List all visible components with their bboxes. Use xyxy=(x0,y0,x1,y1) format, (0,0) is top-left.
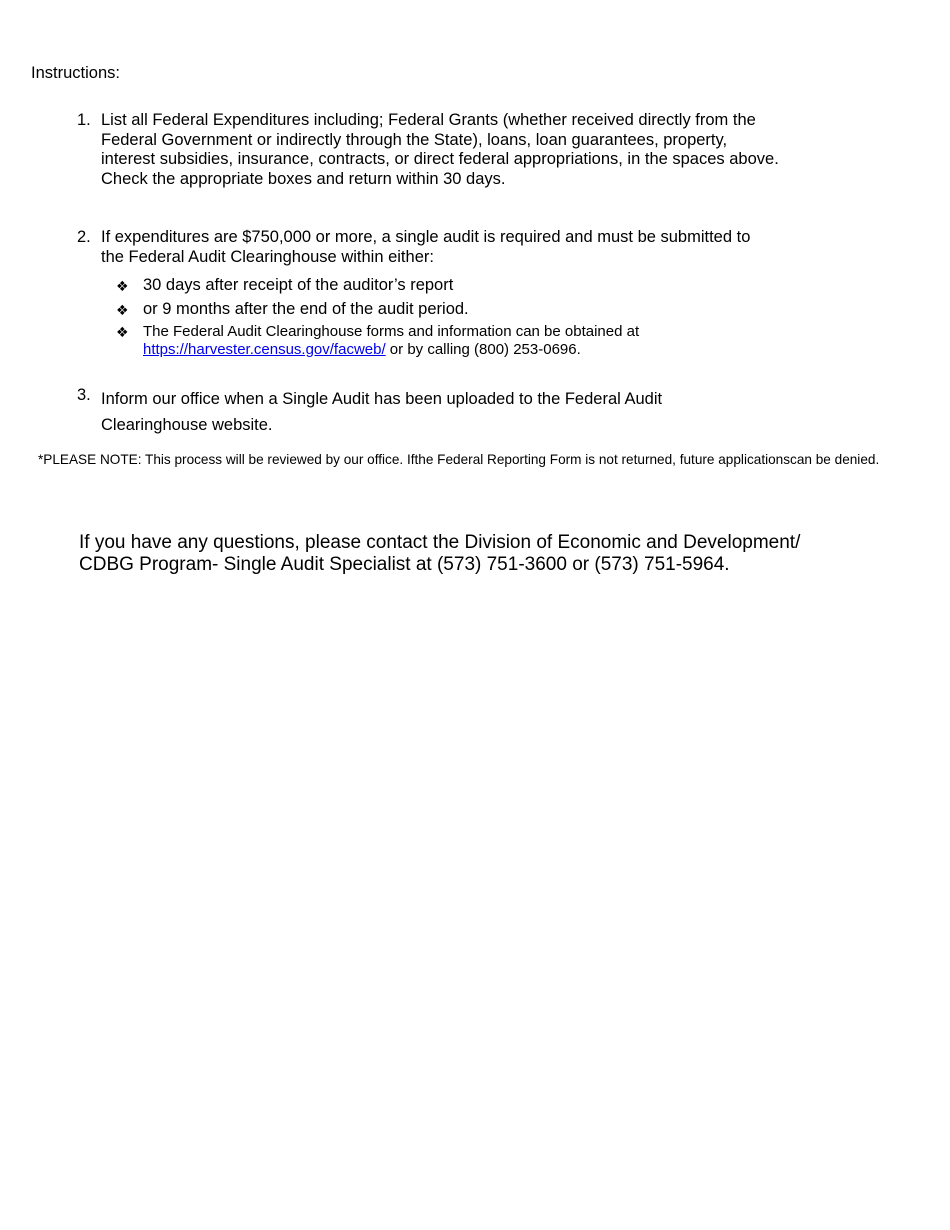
item-3-line-1: Inform our office when a Single Audit has been uploaded to the Federal Audit xyxy=(101,390,663,408)
bullet-3-line-1: The Federal Audit Clearinghouse forms and information can be obtained at xyxy=(143,323,640,340)
item-1-line-3: interest subsidies, insurance, contracts, or direct federal appropriations, in the spaces above. xyxy=(101,150,779,168)
instructions-heading: Instructions: xyxy=(31,64,120,82)
facweb-link[interactable]: https://harvester.census.gov/facweb/ xyxy=(143,340,386,358)
bullet-2-text: or 9 months after the end of the audit period. xyxy=(143,300,469,318)
contact-line-2: CDBG Program- Single Audit Specialist at (573) 751-3600 or (573) 751-5964. xyxy=(79,554,730,575)
item-2-line-2: the Federal Audit Clearinghouse within either: xyxy=(101,247,434,266)
contact-line-1: If you have any questions, please contact the Division of Economic and Development/ xyxy=(79,532,801,553)
bullet-diamond-icon: ❖ xyxy=(116,278,129,294)
item-3-text xyxy=(101,386,662,438)
item-2-line-1: If expenditures are $750,000 or more, a single audit is required and must be submitted to xyxy=(101,228,751,246)
contact-paragraph xyxy=(79,532,800,576)
item-2-number: 2. xyxy=(77,228,91,246)
bullet-3-text xyxy=(143,323,639,358)
item-1-text xyxy=(101,111,779,189)
item-1-number: 1. xyxy=(77,111,91,129)
bullet-diamond-icon: ❖ xyxy=(116,324,129,340)
bullet-1-text: 30 days after receipt of the auditor’s report xyxy=(143,276,454,294)
please-note: *PLEASE NOTE: This process will be reviewed by our office. Ifthe Federal Reporting Form is not returned, future applicationscan be denied. xyxy=(38,452,880,467)
item-2-text xyxy=(101,228,750,267)
phone-text: or by calling (800) 253-0696. xyxy=(385,340,581,358)
item-3-number: 3. xyxy=(77,386,91,404)
item-1-line-2: Federal Government or indirectly through the State), loans, loan guarantees, property, xyxy=(101,130,728,149)
bullet-3-line-2 xyxy=(143,341,639,359)
item-3-line-2: Clearinghouse website. xyxy=(101,416,273,434)
item-1-line-4: Check the appropriate boxes and return within 30 days. xyxy=(101,169,506,188)
bullet-diamond-icon: ❖ xyxy=(116,302,129,318)
item-1-line-1: List all Federal Expenditures including; Federal Grants (whether received directly from the xyxy=(101,111,756,129)
